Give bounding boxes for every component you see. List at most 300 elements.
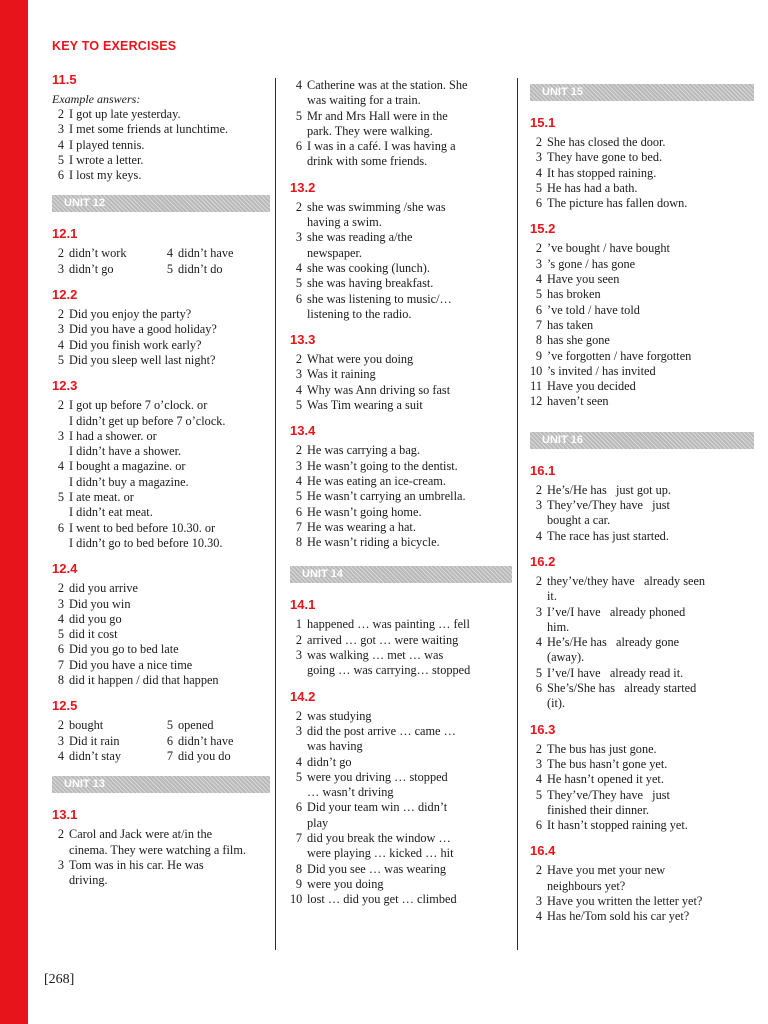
answer-text: happened … was painting … fell	[307, 617, 470, 632]
answer-number: 7	[295, 830, 302, 845]
answer-line	[290, 800, 512, 815]
answer-number: 3	[295, 723, 302, 738]
answer-text: He was wearing a hat.	[307, 519, 416, 534]
answer-number: 10	[530, 363, 543, 378]
answer-text: I bought a magazine. or	[69, 459, 186, 474]
answer-line	[530, 894, 754, 909]
answer-number: 11	[530, 379, 542, 394]
answer-text: she was listening to music/…	[307, 291, 452, 306]
exercise-title: 12.4	[52, 561, 78, 577]
answer-text: was walking … met … was	[307, 648, 444, 663]
exercise-title: 12.5	[52, 698, 78, 714]
answer-text: The bus has just gone.	[547, 741, 657, 756]
answer-text: It has stopped raining.	[547, 165, 657, 180]
answer-text: was studying	[307, 708, 372, 723]
answer-continuation: play	[307, 815, 329, 830]
answer-text: were you driving … stopped	[307, 769, 448, 784]
answer-number: 5	[166, 718, 173, 733]
answer-line	[530, 788, 754, 803]
answer-text: Tom was in his car. He was	[69, 857, 204, 872]
answer-text: Why was Ann driving so fast	[307, 382, 451, 397]
answer-number: 8	[295, 861, 302, 876]
answer-line	[52, 138, 270, 153]
answer-number: 2	[295, 632, 302, 647]
answer-text: didn’t go	[307, 754, 352, 769]
exercise-title: 12.1	[52, 226, 78, 242]
answer-text: opened	[178, 718, 214, 733]
answer-text: She’s/She has already started	[547, 681, 697, 696]
answer-number: 3	[295, 458, 302, 473]
answer-text: Have you met your new	[547, 863, 666, 878]
answer-text: haven’t seen	[547, 394, 609, 409]
answer-text: Did you go to bed late	[69, 642, 179, 657]
answer-number: 6	[57, 520, 64, 535]
answer-number: 5	[57, 352, 64, 367]
answer-continuation: I didn’t eat meat.	[69, 505, 153, 520]
exercise-13-4	[290, 423, 512, 550]
answer-text: Did you win	[69, 596, 131, 611]
answer-number: 3	[57, 857, 64, 872]
answer-text: I went to bed before 10.30. or	[69, 520, 216, 535]
unit-13-banner: UNIT 13	[52, 776, 270, 793]
exercise-13-3	[290, 332, 512, 413]
answer-text: were you doing	[307, 876, 384, 891]
answer-line	[290, 292, 512, 307]
answer-line	[52, 627, 270, 642]
answer-number: 6	[535, 196, 542, 211]
answer-line	[52, 642, 270, 657]
answer-line	[290, 230, 512, 245]
answer-line	[52, 718, 161, 733]
answer-number: 7	[57, 657, 64, 672]
exercise-title: 14.1	[290, 597, 316, 613]
answer-number: 3	[57, 428, 64, 443]
exercise-16-4	[530, 843, 754, 924]
answer-number: 6	[535, 302, 542, 317]
exercise-16-1	[530, 463, 754, 544]
answer-line	[290, 276, 512, 291]
answer-line	[290, 200, 512, 215]
answer-number: 2	[57, 398, 64, 413]
answer-line	[161, 749, 270, 764]
column-3	[530, 72, 754, 935]
answer-number: 3	[535, 150, 542, 165]
answer-text: Did you enjoy the party?	[69, 307, 192, 322]
answer-continuation: drink with some friends.	[307, 154, 428, 169]
answer-line	[290, 489, 512, 504]
answer-number: 5	[295, 398, 302, 413]
answer-text: did the post arrive … came …	[307, 723, 456, 738]
exercise-12-2	[52, 287, 270, 368]
answer-line	[52, 398, 270, 413]
answer-continuation: I didn’t have a shower.	[69, 444, 182, 459]
answer-number: 5	[57, 490, 64, 505]
answer-line	[52, 673, 270, 688]
unit-16-banner: UNIT 16	[530, 432, 754, 449]
answer-number: 1	[295, 617, 302, 632]
answer-line	[52, 353, 270, 368]
answer-text: I met some friends at lunchtime.	[69, 122, 229, 137]
answer-number: 5	[535, 287, 542, 302]
answer-line	[290, 633, 512, 648]
answer-text: The race has just started.	[547, 528, 669, 543]
answer-number: 5	[295, 108, 302, 123]
exercise-15-1	[530, 115, 754, 211]
answer-number: 9	[535, 348, 542, 363]
answer-line	[161, 246, 270, 261]
answer-continuation: going … was carrying… stopped	[307, 663, 471, 678]
unit-12-banner: UNIT 12	[52, 195, 270, 212]
answer-number: 6	[535, 681, 542, 696]
answer-number: 2	[57, 307, 64, 322]
answer-number: 2	[57, 718, 64, 733]
answer-number: 3	[295, 648, 302, 663]
answer-text: she was cooking (lunch).	[307, 260, 430, 275]
exercise-14-2	[290, 689, 512, 908]
answer-continuation: driving.	[69, 873, 108, 888]
answer-line	[530, 605, 754, 620]
answer-text: Did you have a nice time	[69, 657, 193, 672]
answer-text: did it cost	[69, 627, 118, 642]
answer-number: 4	[295, 382, 302, 397]
answer-number: 6	[57, 168, 64, 183]
answer-text: didn’t do	[178, 261, 223, 276]
answer-line	[530, 379, 754, 394]
answer-line	[290, 520, 512, 535]
answer-number: 3	[295, 230, 302, 245]
example-note: Example answers:	[52, 92, 141, 106]
exercise-title: 13.1	[52, 807, 78, 823]
answer-line	[290, 109, 512, 124]
answer-number: 9	[295, 876, 302, 891]
answer-text: Did you sleep well last night?	[69, 352, 216, 367]
answer-line	[52, 338, 270, 353]
answer-number: 3	[57, 322, 64, 337]
answer-line	[530, 498, 754, 513]
answer-text: They have gone to bed.	[547, 150, 663, 165]
answer-line	[530, 257, 754, 272]
answer-line	[161, 734, 270, 749]
answer-continuation: bought a car.	[547, 513, 611, 528]
answer-number: 6	[57, 642, 64, 657]
answer-text: did you arrive	[69, 581, 138, 596]
answer-line	[530, 150, 754, 165]
answer-text: She has closed the door.	[547, 135, 666, 149]
answer-number: 5	[166, 261, 173, 276]
exercise-title: 15.1	[530, 115, 556, 130]
answer-number: 5	[57, 152, 64, 167]
answer-continuation: I didn’t get up before 7 o’clock.	[69, 413, 226, 428]
column-divider	[517, 78, 518, 950]
answer-number: 4	[57, 748, 64, 763]
answer-text: has she gone	[547, 333, 610, 348]
answer-line	[290, 877, 512, 892]
answer-line	[530, 349, 754, 364]
answer-line	[52, 490, 270, 505]
exercise-12-1	[52, 226, 270, 277]
answer-number: 2	[295, 708, 302, 723]
answer-number: 2	[57, 581, 64, 596]
exercise-13-1-continued	[290, 78, 512, 170]
answer-line	[530, 318, 754, 333]
exercise-13-2	[290, 180, 512, 322]
answer-line	[52, 858, 270, 873]
answer-number: 5	[535, 787, 542, 802]
exercise-title: 16.2	[530, 553, 556, 569]
answer-number: 3	[57, 261, 64, 276]
answer-line	[290, 261, 512, 276]
answer-number: 3	[535, 498, 542, 513]
answer-line	[530, 364, 754, 379]
answer-number: 2	[57, 246, 64, 261]
answer-number: 4	[57, 337, 64, 352]
answer-text: did it happen / did that happen	[69, 673, 219, 688]
answer-number: 2	[535, 241, 542, 256]
answer-text: Did you see … was wearing	[307, 861, 446, 876]
answer-number: 4	[535, 528, 542, 543]
answer-line	[52, 429, 270, 444]
exercise-12-3	[52, 378, 270, 551]
answer-line	[52, 153, 270, 168]
answer-line	[52, 459, 270, 474]
answer-line	[290, 648, 512, 663]
answer-line	[530, 333, 754, 348]
answer-text: she was reading a/the	[307, 230, 413, 245]
answer-number: 4	[57, 459, 64, 474]
answer-number: 4	[295, 754, 302, 769]
exercise-16-3	[530, 722, 754, 834]
answer-text: ’ve told / have told	[547, 302, 640, 317]
answer-number: 6	[535, 818, 542, 833]
answer-line	[530, 272, 754, 287]
answer-line	[52, 107, 270, 122]
answer-number: 4	[535, 272, 542, 287]
answer-number: 4	[535, 772, 542, 787]
answer-number: 5	[535, 180, 542, 195]
answer-text: has taken	[547, 317, 594, 332]
exercise-12-4	[52, 561, 270, 688]
answer-number: 2	[535, 573, 542, 588]
answer-text: He’s/He has just got up.	[547, 482, 671, 497]
answer-text: ’s invited / has invited	[547, 363, 656, 378]
answer-text: ’s gone / has gone	[547, 256, 636, 271]
answer-number: 3	[295, 367, 302, 382]
answer-text: Catherine was at the station. She	[307, 78, 468, 92]
answer-line	[52, 734, 161, 749]
answer-line	[530, 818, 754, 833]
exercise-16-2	[530, 554, 754, 712]
answer-line	[290, 831, 512, 846]
exercise-title: 13.2	[290, 179, 316, 195]
answer-continuation: … wasn’t driving	[307, 785, 394, 800]
answer-continuation: listening to the radio.	[307, 306, 412, 321]
answer-text: He’s/He has already gone	[547, 635, 680, 650]
answer-line	[530, 772, 754, 787]
answer-continuation: I didn’t go to bed before 10.30.	[69, 535, 223, 550]
answer-number: 2	[535, 741, 542, 756]
answer-number: 4	[535, 909, 542, 924]
answer-line	[530, 909, 754, 924]
answer-text: He has had a bath.	[547, 180, 638, 195]
answer-text: Carol and Jack were at/in the	[69, 827, 213, 842]
answer-line	[530, 635, 754, 650]
answer-continuation: (away).	[547, 650, 585, 665]
answer-line	[290, 459, 512, 474]
unit-15-banner: UNIT 15	[530, 84, 754, 101]
answer-text: Have you decided	[547, 379, 636, 394]
answer-line	[530, 181, 754, 196]
answer-text: didn’t go	[69, 261, 114, 276]
answer-text: He wasn’t carrying an umbrella.	[307, 489, 466, 504]
answer-line	[290, 367, 512, 382]
answer-line	[290, 139, 512, 154]
exercise-title: 14.2	[290, 688, 316, 704]
answer-line	[530, 757, 754, 772]
answer-number: 2	[535, 135, 542, 149]
answer-line	[52, 262, 161, 277]
answer-line	[530, 287, 754, 302]
answer-text: He was eating an ice-cream.	[307, 473, 446, 488]
answer-continuation: it.	[547, 589, 557, 604]
answer-line	[530, 135, 754, 150]
answer-continuation: finished their dinner.	[547, 802, 650, 817]
answer-line	[290, 724, 512, 739]
exercise-title: 12.2	[52, 287, 78, 303]
answer-number: 4	[57, 137, 64, 152]
answer-number: 3	[535, 756, 542, 771]
answer-text: He hasn’t opened it yet.	[547, 772, 664, 787]
answer-continuation: park. They were walking.	[307, 123, 433, 138]
answer-continuation: him.	[547, 619, 570, 634]
answer-number: 4	[295, 78, 302, 92]
answer-text: I’ve/I have already read it.	[547, 665, 684, 680]
answer-number: 8	[295, 535, 302, 550]
answer-line	[52, 322, 270, 337]
answer-line	[52, 749, 161, 764]
answer-number: 3	[535, 893, 542, 908]
page-number: [268]	[44, 972, 75, 987]
exercise-14-1	[290, 597, 512, 678]
answer-number: 6	[295, 291, 302, 306]
answer-text: didn’t work	[69, 246, 127, 261]
answer-line	[161, 262, 270, 277]
answer-text: Did you have a good holiday?	[69, 322, 217, 337]
answer-number: 6	[295, 139, 302, 154]
answer-number: 4	[535, 635, 542, 650]
answer-text: What were you doing	[307, 352, 414, 367]
answer-text: I wrote a letter.	[69, 152, 144, 167]
answer-line	[530, 483, 754, 498]
answer-text: He wasn’t going home.	[307, 504, 422, 519]
answer-text: I was in a café. I was having a	[307, 139, 456, 154]
answer-line	[290, 78, 512, 93]
answer-line	[290, 892, 512, 907]
exercise-11-5	[52, 72, 270, 183]
answer-line	[52, 658, 270, 673]
answer-continuation: I didn’t buy a magazine.	[69, 474, 189, 489]
answer-line	[530, 681, 754, 696]
answer-text: did you go	[69, 611, 122, 626]
answer-text: Mr and Mrs Hall were in the	[307, 108, 448, 123]
answer-number: 7	[295, 519, 302, 534]
answer-continuation: (it).	[547, 696, 566, 711]
answer-line	[530, 742, 754, 757]
answer-line	[161, 718, 270, 733]
answer-number: 3	[57, 733, 64, 748]
answer-number: 3	[535, 256, 542, 271]
answer-number: 3	[57, 596, 64, 611]
answer-continuation: was waiting for a train.	[307, 93, 421, 108]
answer-number: 4	[295, 473, 302, 488]
red-margin-bar	[0, 0, 28, 1024]
column-1	[52, 72, 270, 898]
answer-text: I played tennis.	[69, 137, 145, 152]
answer-number: 7	[535, 317, 542, 332]
answer-line	[290, 383, 512, 398]
answer-line	[530, 529, 754, 544]
answer-text: did you do	[178, 748, 231, 763]
answer-text: I had a shower. or	[69, 428, 157, 443]
answer-text: He wasn’t riding a bicycle.	[307, 535, 440, 550]
answer-continuation: neighbours yet?	[547, 878, 626, 893]
answer-number: 10	[290, 892, 303, 907]
answer-text: did you break the window …	[307, 830, 451, 845]
exercise-title: 13.3	[290, 332, 316, 348]
answer-text: They’ve/They have just	[547, 787, 670, 802]
answer-line	[530, 666, 754, 681]
answer-line	[530, 166, 754, 181]
answer-line	[530, 303, 754, 318]
answer-number: 5	[295, 769, 302, 784]
answer-number: 7	[166, 748, 173, 763]
answer-line	[290, 352, 512, 367]
answer-line	[530, 574, 754, 589]
exercise-title: 16.3	[530, 721, 556, 737]
answer-number: 4	[295, 260, 302, 275]
answer-line	[290, 505, 512, 520]
answer-text: The bus hasn’t gone yet.	[547, 756, 668, 771]
answer-number: 6	[295, 800, 302, 815]
answer-line	[290, 617, 512, 632]
answer-continuation: having a swim.	[307, 215, 382, 230]
answer-text: The picture has fallen down.	[547, 196, 688, 211]
exercise-title: 15.2	[530, 221, 556, 237]
answer-number: 8	[535, 333, 542, 348]
answer-number: 2	[57, 827, 64, 842]
answer-line	[52, 122, 270, 137]
answer-line	[290, 535, 512, 550]
answer-number: 2	[57, 107, 64, 121]
answer-text: He wasn’t going to the dentist.	[307, 458, 458, 473]
answer-text: didn’t stay	[69, 748, 122, 763]
answer-number: 6	[295, 504, 302, 519]
answer-number: 2	[535, 863, 542, 878]
answer-continuation: cinema. They were watching a film.	[69, 842, 246, 857]
answer-text: I’ve/I have already phoned	[547, 604, 686, 619]
answer-number: 5	[295, 276, 302, 291]
answer-text: bought	[69, 718, 104, 733]
answer-text: ’ve bought / have bought	[547, 241, 670, 256]
answer-number: 12	[530, 394, 543, 409]
answer-text: Has he/Tom sold his car yet?	[547, 909, 690, 924]
answer-text: Did it rain	[69, 733, 120, 748]
answer-text: she was swimming /she was	[307, 199, 446, 214]
answer-number: 3	[535, 604, 542, 619]
exercise-13-1	[52, 807, 270, 888]
answer-number: 5	[57, 627, 64, 642]
answer-text: lost … did you get … climbed	[307, 892, 457, 907]
answer-text: didn’t have	[178, 733, 234, 748]
